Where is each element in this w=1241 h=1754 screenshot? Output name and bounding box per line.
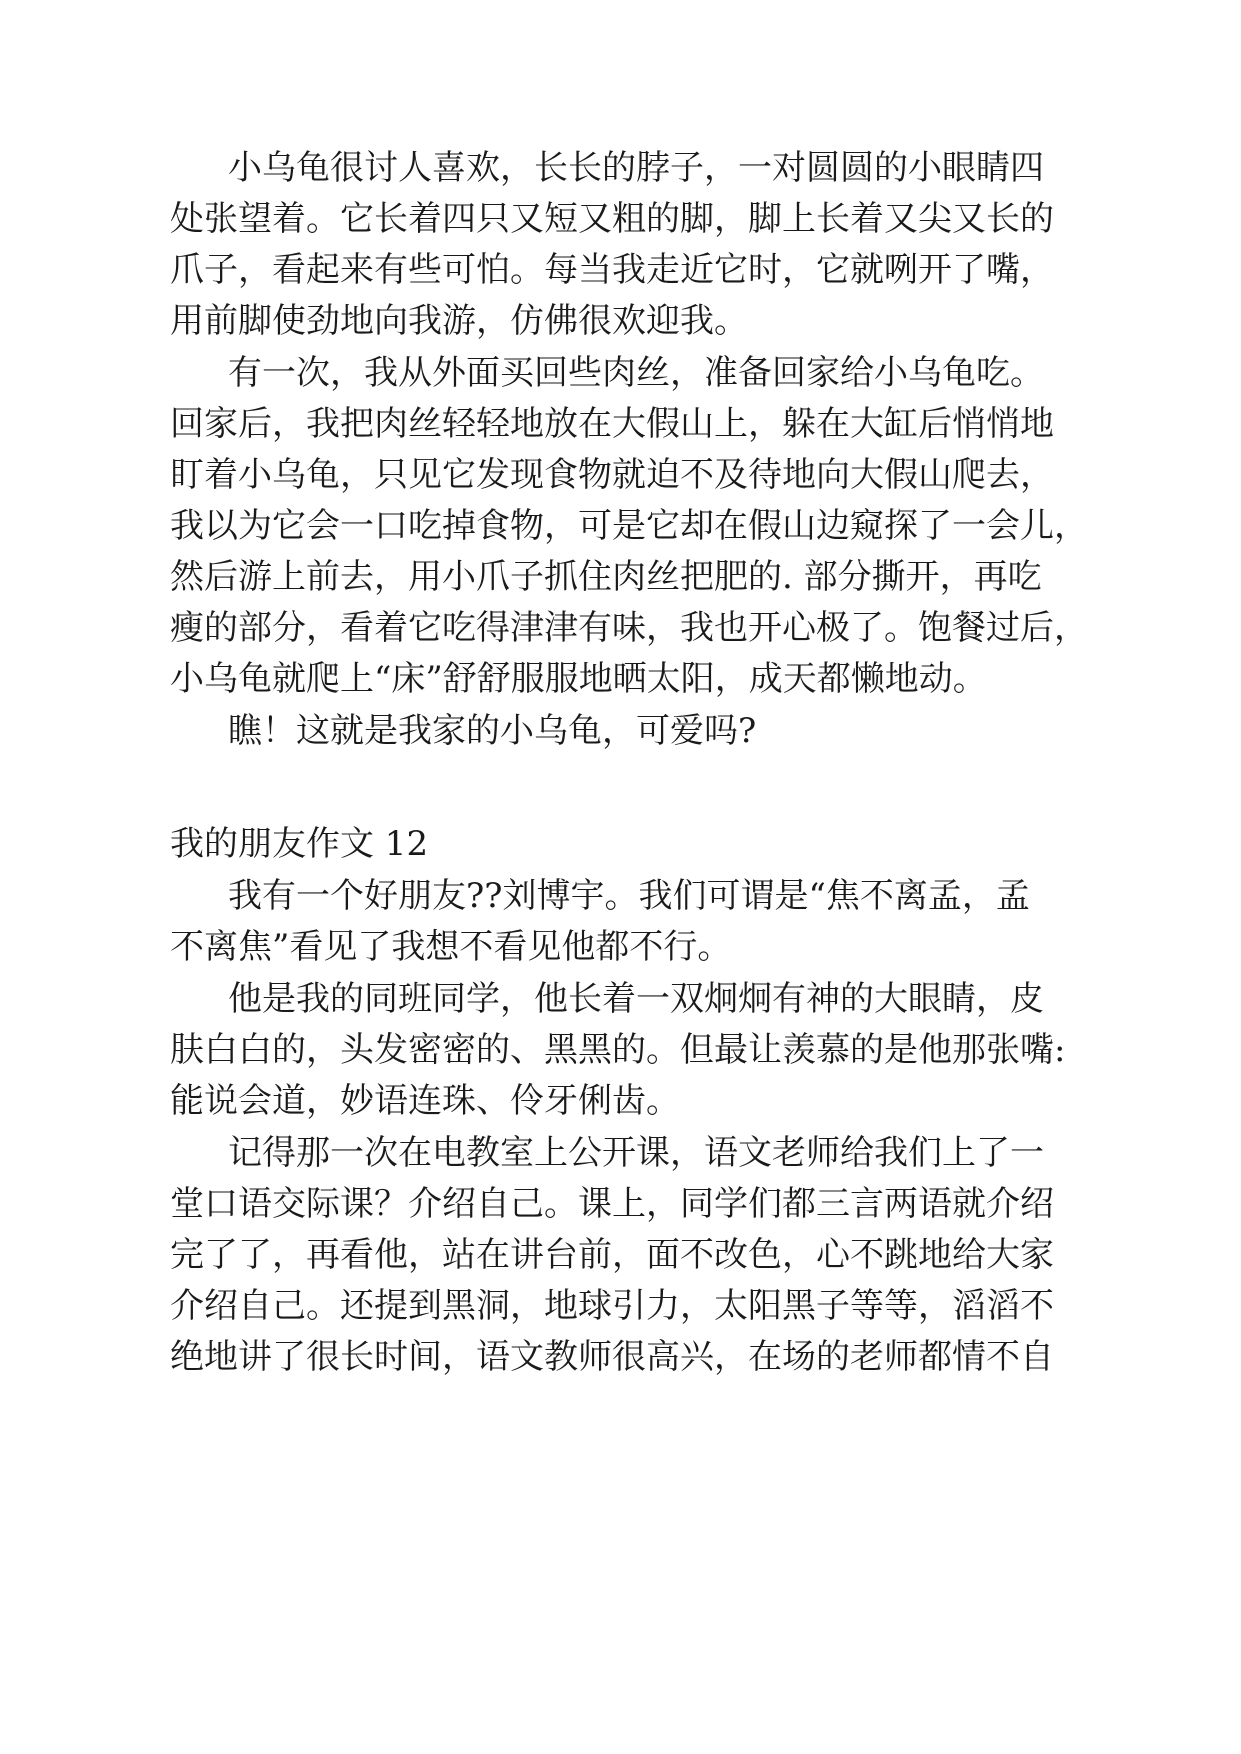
text-line: 不离焦”看见了我想不看见他都不行。 (170, 927, 732, 967)
text-line: 瘦的部分，看着它吃得津津有味，我也开心极了。饱餐过后， (170, 608, 1088, 648)
text-line: 堂口语交际课？介绍自己。课上，同学们都三言两语就介绍 (170, 1184, 1054, 1224)
text-line: 介绍自己。还提到黑洞，地球引力，太阳黑子等等，滔滔不 (170, 1286, 1054, 1326)
text-line: 用前脚使劲地向我游，仿佛很欢迎我。 (170, 301, 748, 341)
text-line: 我以为它会一口吃掉食物，可是它却在假山边窥探了一会儿， (170, 506, 1088, 546)
section-heading: 我的朋友作文 12 (170, 824, 429, 864)
text-line: 能说会道，妙语连珠、伶牙俐齿。 (170, 1081, 680, 1121)
text-line: 肤白白的，头发密密的、黑黑的。但最让羡慕的是他那张嘴: (170, 1030, 1066, 1070)
text-line: 回家后，我把肉丝轻轻地放在大假山上，躲在大缸后悄悄地 (170, 404, 1054, 444)
text-line: 绝地讲了很长时间，语文教师很高兴，在场的老师都情不自 (170, 1337, 1054, 1377)
text-line: 处张望着。它长着四只又短又粗的脚，脚上长着又尖又长的 (170, 199, 1054, 239)
text-line: 有一次，我从外面买回些肉丝，准备回家给小乌龟吃。 (228, 353, 1044, 393)
text-line: 然后游上前去，用小爪子抓住肉丝把肥的. 部分撕开，再吃 (170, 557, 1042, 597)
text-line: 小乌龟很讨人喜欢，长长的脖子，一对圆圆的小眼睛四 (228, 148, 1044, 188)
text-line: 他是我的同班同学，他长着一双炯炯有神的大眼睛，皮 (228, 979, 1044, 1019)
text-line: 瞧！这就是我家的小乌龟，可爱吗? (228, 711, 757, 751)
text-line: 完了了，再看他，站在讲台前，面不改色，心不跳地给大家 (170, 1235, 1054, 1275)
text-line: 小乌龟就爬上“床”舒舒服服地晒太阳，成天都懒地动。 (170, 659, 987, 699)
text-line: 我有一个好朋友??刘博宇。我们可谓是“焦不离孟，孟 (228, 876, 1030, 916)
text-line: 记得那一次在电教室上公开课，语文老师给我们上了一 (228, 1133, 1044, 1173)
text-line: 爪子，看起来有些可怕。每当我走近它时，它就咧开了嘴， (170, 250, 1054, 290)
text-line: 盯着小乌龟，只见它发现食物就迫不及待地向大假山爬去， (170, 455, 1054, 495)
